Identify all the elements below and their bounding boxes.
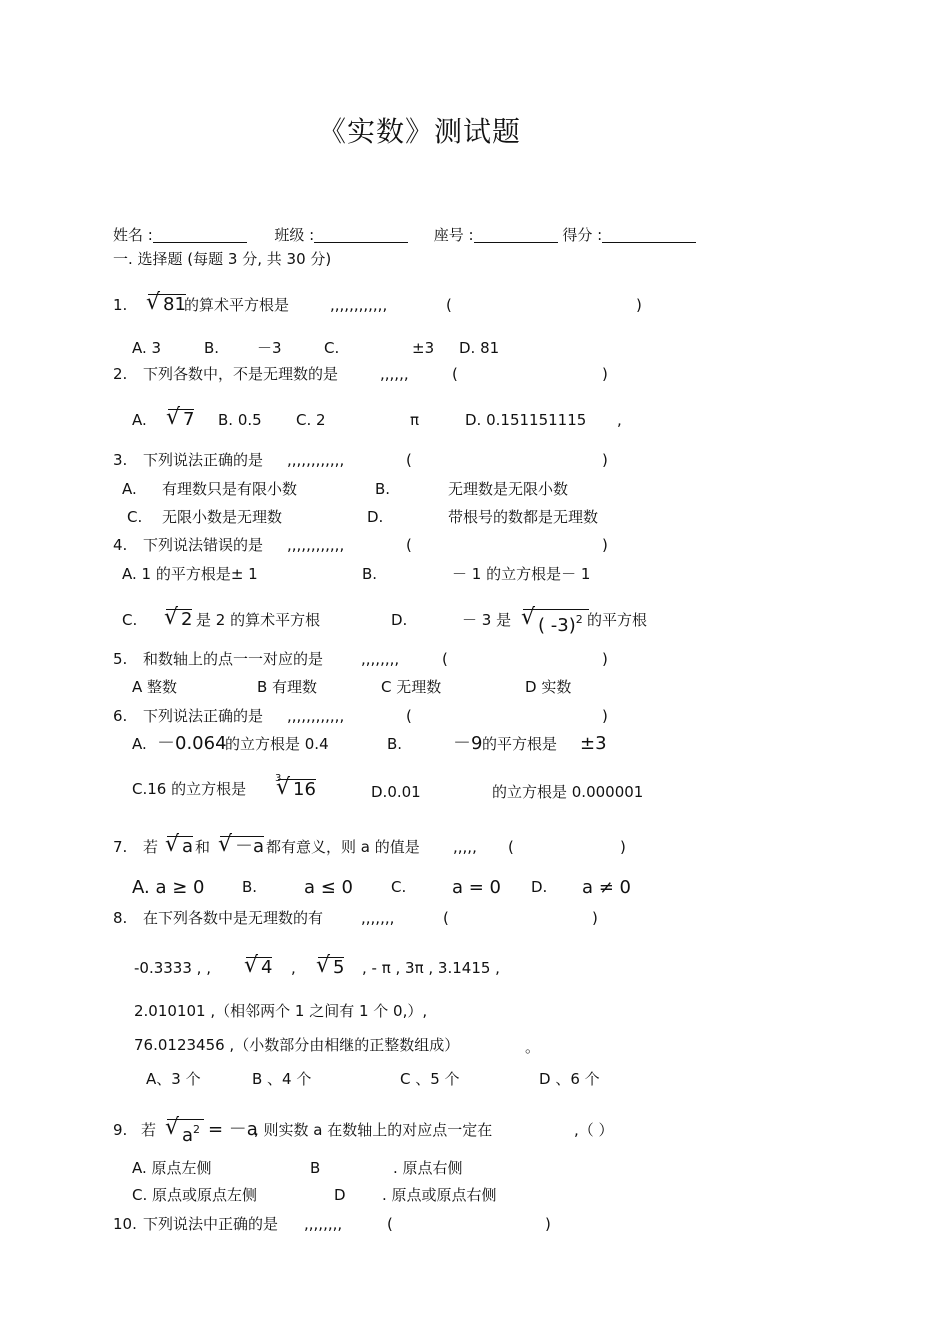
header-fields bbox=[113, 226, 696, 243]
q6-option-d: D.0.01 bbox=[371, 783, 421, 801]
q3-dots: ,,,,,,,,,,,, bbox=[287, 451, 345, 469]
q5-open: ( bbox=[442, 650, 448, 668]
q1-open: ( bbox=[446, 296, 452, 314]
q10-number: 10. bbox=[113, 1215, 137, 1233]
q3-option-c-text: 无限小数是无理数 bbox=[162, 508, 283, 526]
q3-number: 3. bbox=[113, 451, 128, 469]
q8-dots: ,,,,,,, bbox=[361, 909, 395, 927]
q4-option-d-tail: 的平方根 bbox=[587, 611, 648, 629]
q7-close: ) bbox=[620, 838, 626, 856]
q9-equation: = －a bbox=[208, 1119, 258, 1140]
q9-text1: 若 bbox=[141, 1121, 157, 1139]
q2-option-d: D. 0.151151115 bbox=[465, 411, 587, 429]
q4-open: ( bbox=[406, 536, 412, 554]
class-field[interactable] bbox=[314, 226, 408, 243]
q6-c-radicand: √ 16 bbox=[278, 779, 316, 800]
q6-option-b: B. bbox=[387, 735, 403, 753]
q7-option-c-value: a = 0 bbox=[452, 877, 502, 898]
q6-number: 6. bbox=[113, 707, 128, 725]
q5-option-a: A 整数 bbox=[132, 678, 178, 696]
q8-option-d: D 、6 个 bbox=[539, 1070, 600, 1088]
q10-open: ( bbox=[387, 1215, 393, 1233]
q8-number: 8. bbox=[113, 909, 128, 927]
q5-close: ) bbox=[602, 650, 608, 668]
q6-option-c-radical bbox=[278, 779, 316, 800]
page-title: 《实数》测试题 bbox=[318, 115, 522, 148]
q6-dots: ,,,,,,,,,,,, bbox=[287, 707, 345, 725]
q8-open: ( bbox=[443, 909, 449, 927]
q4-option-c-text: 是 2 的算术平方根 bbox=[196, 611, 321, 629]
q7-option-b-value: a ≤ 0 bbox=[304, 877, 354, 898]
q1-option-b: B. bbox=[204, 339, 220, 357]
q8-line1-end: , - π , 3π , 3.1415 , bbox=[362, 959, 500, 977]
q7-number: 7. bbox=[113, 838, 128, 856]
q4-c-radicand: √ 2 bbox=[166, 609, 192, 630]
q4-option-d-text: － 3 是 bbox=[462, 611, 512, 629]
q1-option-d: D. 81 bbox=[459, 339, 500, 357]
q9-option-d: D bbox=[334, 1186, 346, 1204]
q10-text: 下列说法中正确的是 bbox=[143, 1215, 279, 1233]
q5-option-b: B 有理数 bbox=[257, 678, 318, 696]
q9-number: 9. bbox=[113, 1121, 128, 1139]
q6-option-d-text: 的立方根是 0.000001 bbox=[492, 783, 644, 801]
q10-close: ) bbox=[545, 1215, 551, 1233]
q1-text: 的算术平方根是 bbox=[184, 296, 290, 314]
q1-radical bbox=[148, 294, 186, 315]
q4-option-b: B. bbox=[362, 565, 378, 583]
q3-open: ( bbox=[406, 451, 412, 469]
q4-option-d: D. bbox=[391, 611, 408, 629]
q1-dots: ,,,,,,,,,,,, bbox=[330, 296, 388, 314]
q6-option-c: C.16 的立方根是 bbox=[132, 780, 247, 798]
q7-radical-1 bbox=[167, 836, 193, 857]
q2-pi: π bbox=[410, 411, 420, 429]
q4-d-radicand: ( -3) bbox=[538, 615, 576, 636]
q4-option-b-text: － 1 的立方根是－ 1 bbox=[452, 565, 591, 583]
q2-option-a-radical bbox=[168, 409, 194, 430]
q4-option-a: A. 1 的平方根是± 1 bbox=[122, 565, 258, 583]
q6-text: 下列说法正确的是 bbox=[143, 707, 264, 725]
q1-number: 1. bbox=[113, 296, 128, 314]
q9-text2: , 则实数 a 在数轴上的对应点一定在 bbox=[254, 1121, 493, 1139]
q10-dots: ,,,,,,,, bbox=[304, 1215, 343, 1233]
q2-radicand: √ 7 bbox=[168, 409, 194, 430]
seat-label: 座号 : bbox=[433, 226, 474, 244]
q7-option-b: B. bbox=[242, 878, 258, 896]
q8-comma: , bbox=[291, 959, 296, 977]
q6-close: ) bbox=[602, 707, 608, 725]
q6-option-a: A. bbox=[132, 735, 147, 753]
q5-number: 5. bbox=[113, 650, 128, 668]
q8-radicand-4: √ 4 bbox=[246, 957, 272, 978]
q5-dots: ,,,,,,,, bbox=[361, 650, 400, 668]
q3-close: ) bbox=[602, 451, 608, 469]
q1-close: ) bbox=[636, 296, 642, 314]
q1-radicand: √ 81 bbox=[148, 294, 186, 315]
q2-option-b: B. 0.5 bbox=[218, 411, 262, 429]
q9-option-b-text: . 原点右侧 bbox=[393, 1159, 463, 1177]
q7-open: ( bbox=[508, 838, 514, 856]
q2-number: 2. bbox=[113, 365, 128, 383]
q7-option-d: D. bbox=[531, 878, 548, 896]
q2-dots: ,,,,,, bbox=[380, 365, 409, 383]
q9-answer-paren: ,（ ） bbox=[574, 1121, 614, 1139]
q3-option-a-text: 有理数只是有限小数 bbox=[162, 480, 298, 498]
q7-option-d-value: a ≠ 0 bbox=[582, 877, 632, 898]
q4-option-c-radical bbox=[166, 609, 192, 630]
q8-radical-4 bbox=[246, 957, 272, 978]
name-field[interactable] bbox=[153, 226, 247, 243]
q8-option-a: A、3 个 bbox=[146, 1070, 201, 1088]
q8-option-c: C 、5 个 bbox=[400, 1070, 460, 1088]
q4-d-exponent: 2 bbox=[575, 613, 583, 626]
q4-option-d-radical bbox=[523, 609, 589, 636]
q3-option-d-label: D. bbox=[367, 508, 384, 526]
q7-radicand-1: √ a bbox=[167, 836, 193, 857]
q1-option-c-value: ±3 bbox=[412, 339, 435, 357]
q2-text: 下列各数中，不是无理数的是 bbox=[143, 365, 339, 383]
q1-option-a: A. 3 bbox=[132, 339, 162, 357]
q8-line3-end: 。 bbox=[525, 1038, 541, 1056]
q6-option-b-text: 的平方根是 bbox=[482, 735, 558, 753]
name-label: 姓名 : bbox=[113, 226, 153, 244]
q6-c-index: 3 bbox=[275, 773, 282, 784]
q8-line2: 2.010101 ,（相邻两个 1 之间有 1 个 0,）, bbox=[134, 1002, 428, 1020]
q8-line3: 76.0123456 ,（小数部分由相继的正整数组成） bbox=[134, 1036, 460, 1054]
q9-exponent: 2 bbox=[193, 1123, 201, 1136]
q6-option-a-text: 的立方根是 0.4 bbox=[225, 735, 329, 753]
q7-text3: 都有意义，则 a 的值是 bbox=[266, 838, 420, 856]
q6-option-b-value: －9 bbox=[453, 733, 483, 754]
q9-option-a: A. 原点左侧 bbox=[132, 1159, 212, 1177]
section-heading: 一. 选择题 (每题 3 分, 共 30 分) bbox=[113, 250, 332, 268]
q6-open: ( bbox=[406, 707, 412, 725]
q2-option-a: A. bbox=[132, 411, 147, 429]
q3-option-a-label: A. bbox=[122, 480, 137, 498]
q8-radicand-5: √ 5 bbox=[318, 957, 344, 978]
q5-text: 和数轴上的点一一对应的是 bbox=[143, 650, 324, 668]
q4-dots: ,,,,,,,,,,,, bbox=[287, 536, 345, 554]
q6-option-a-value: －0.064 bbox=[157, 733, 227, 754]
q6-option-b-answer: ±3 bbox=[580, 733, 607, 754]
q8-option-b: B 、4 个 bbox=[252, 1070, 312, 1088]
q3-option-b-label: B. bbox=[375, 480, 391, 498]
q7-option-a: A. a ≥ 0 bbox=[132, 877, 205, 898]
q5-option-d: D 实数 bbox=[525, 678, 572, 696]
q3-option-d-text: 带根号的数都是无理数 bbox=[448, 508, 599, 526]
q7-dots: ,,,,, bbox=[453, 838, 477, 856]
seat-field[interactable] bbox=[474, 226, 558, 243]
q8-close: ) bbox=[592, 909, 598, 927]
q2-open: ( bbox=[452, 365, 458, 383]
q3-option-b-text: 无理数是无限小数 bbox=[448, 480, 569, 498]
q4-text: 下列说法错误的是 bbox=[143, 536, 264, 554]
q1-option-b-value: －3 bbox=[257, 339, 282, 357]
q9-option-c: C. 原点或原点左侧 bbox=[132, 1186, 258, 1204]
q7-option-c: C. bbox=[391, 878, 407, 896]
q1-option-c: C. bbox=[324, 339, 340, 357]
q3-option-c-label: C. bbox=[127, 508, 143, 526]
q2-close: ) bbox=[602, 365, 608, 383]
q7-text2: 和 bbox=[195, 838, 211, 856]
q9-option-b: B bbox=[310, 1159, 321, 1177]
q9-option-d-text: . 原点或原点右侧 bbox=[382, 1186, 497, 1204]
q5-option-c: C 无理数 bbox=[381, 678, 442, 696]
q7-radicand-2: √ －a bbox=[220, 836, 264, 857]
q8-text: 在下列各数中是无理数的有 bbox=[143, 909, 324, 927]
q2-option-c: C. 2 bbox=[296, 411, 326, 429]
q9-radicand: a bbox=[182, 1125, 194, 1146]
q7-radical-2 bbox=[220, 836, 264, 857]
score-field[interactable] bbox=[602, 226, 696, 243]
score-label: 得分 : bbox=[562, 226, 603, 244]
q8-line1-start: -0.3333 , , bbox=[134, 959, 211, 977]
q4-close: ) bbox=[602, 536, 608, 554]
q7-text1: 若 bbox=[143, 838, 159, 856]
q4-number: 4. bbox=[113, 536, 128, 554]
q4-option-c: C. bbox=[122, 611, 138, 629]
q3-text: 下列说法正确的是 bbox=[143, 451, 264, 469]
q2-tail: , bbox=[617, 411, 622, 429]
class-label: 班级 : bbox=[274, 226, 315, 244]
q8-radical-5 bbox=[318, 957, 344, 978]
q9-radical bbox=[167, 1119, 204, 1146]
